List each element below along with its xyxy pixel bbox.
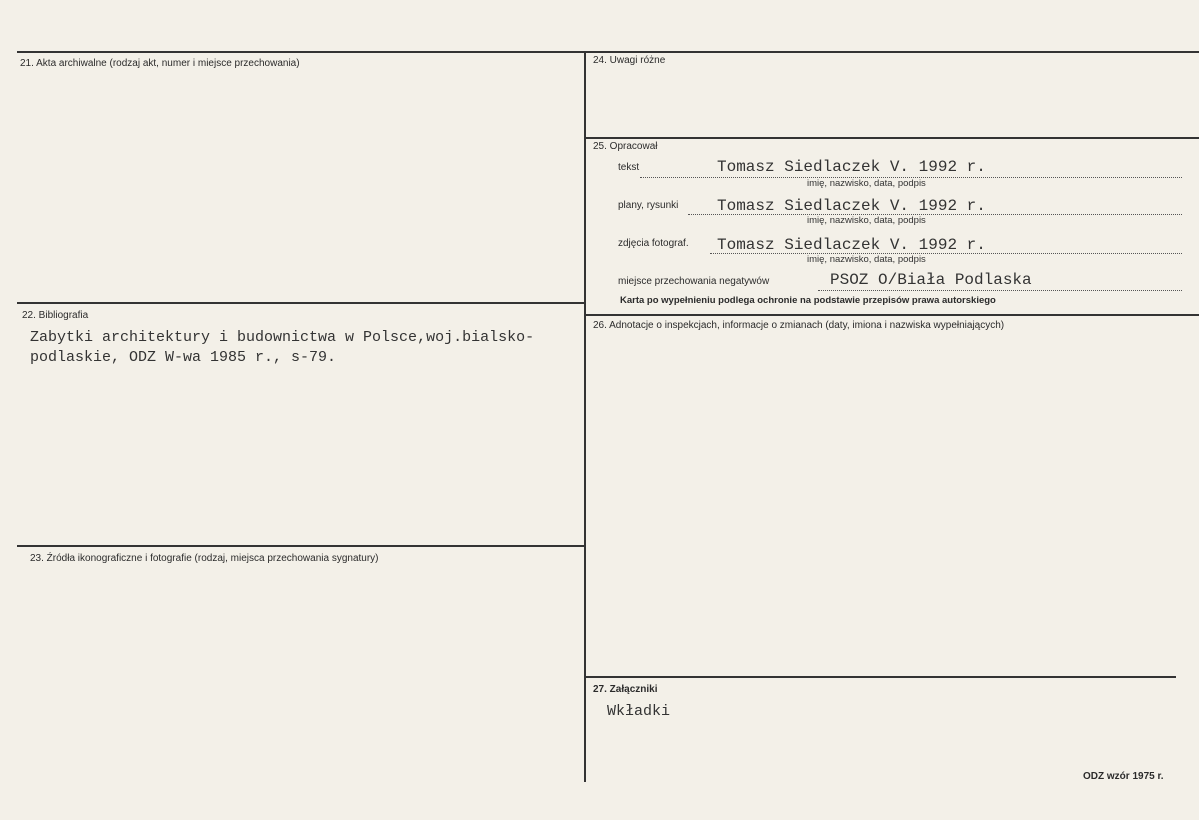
divider-22-23	[17, 545, 584, 547]
negatives-value: PSOZ O/Biała Podlaska	[830, 271, 1032, 289]
section-25-label: 25. Opracował	[593, 141, 658, 152]
row-text-caption: imię, nazwisko, data, podpis	[807, 178, 926, 189]
section-27-label: 27. Załączniki	[593, 684, 658, 695]
row-plans-caption: imię, nazwisko, data, podpis	[807, 215, 926, 226]
top-border	[17, 51, 1199, 53]
section-23-label: 23. Źródła ikonograficzne i fotografie (rodzaj, miejsca przechowania sygnatury)	[30, 553, 379, 564]
row-photos-label: zdjęcia fotograf.	[618, 238, 689, 249]
row-plans-label: plany, rysunki	[618, 200, 679, 211]
row-photos-dotline	[710, 253, 1182, 254]
section-24-label: 24. Uwagi różne	[593, 55, 666, 66]
bibliography-line-1: Zabytki architektury i budownictwa w Polsce,woj.bialsko-	[30, 329, 535, 346]
divider-25-26	[586, 314, 1199, 316]
bibliography-line-2: podlaskie, ODZ W-wa 1985 r., s-79.	[30, 349, 337, 366]
row-plans-dotline	[688, 214, 1182, 215]
section-21-label: 21. Akta archiwalne (rodzaj akt, numer i miejsce przechowania)	[20, 58, 300, 69]
section-22-label: 22. Bibliografia	[22, 310, 89, 321]
row-text-label: tekst	[618, 162, 640, 173]
section-26-label: 26. Adnotacje o inspekcjach, informacje o zmianach (daty, imiona i nazwiska wypełniających)	[593, 320, 1005, 331]
row-photos-value: Tomasz Siedlaczek V. 1992 r.	[717, 236, 986, 254]
divider-24-25	[586, 137, 1199, 139]
divider-21-22	[17, 302, 584, 304]
row-plans-value: Tomasz Siedlaczek V. 1992 r.	[717, 197, 986, 215]
negatives-label: miejsce przechowania negatywów	[618, 276, 770, 287]
row-photos-caption: imię, nazwisko, data, podpis	[807, 254, 926, 265]
divider-26-27	[586, 676, 1176, 678]
negatives-dotline	[818, 290, 1182, 291]
center-divider	[584, 51, 586, 782]
row-text-value: Tomasz Siedlaczek V. 1992 r.	[717, 158, 986, 176]
form-id: ODZ wzór 1975 r.	[1083, 771, 1164, 782]
copyright-note: Karta po wypełnieniu podlega ochronie na podstawie przepisów prawa autorskiego	[620, 295, 996, 306]
attachments-value: Wkładki	[607, 703, 671, 720]
